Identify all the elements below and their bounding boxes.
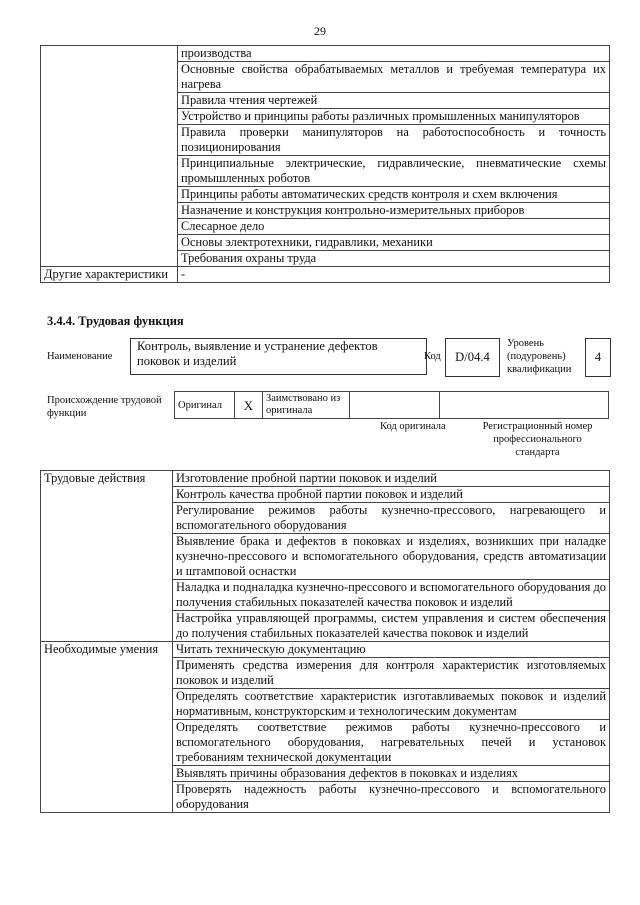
table-cell: Принципиальные электрические, гидравлические, пневматические схемы промышленных роботов bbox=[178, 156, 610, 187]
table-row bbox=[41, 642, 610, 658]
functions-table bbox=[40, 470, 610, 813]
table-cell: Правила чтения чертежей bbox=[178, 93, 610, 109]
skills-label: Необходимые умения bbox=[41, 642, 173, 813]
original-mark: X bbox=[235, 392, 263, 419]
borrowed-label: Заимствовано из оригинала bbox=[263, 392, 350, 419]
table-cell: производства bbox=[178, 46, 610, 62]
name-value: Контроль, выявление и устранение дефектов поковок и изделий bbox=[130, 338, 427, 375]
table-cell: Наладка и подналадка кузнечно-прессового и вспомогательного оборудования до получения стабильных показателей качества поковок и изделий bbox=[173, 580, 610, 611]
name-label: Наименование bbox=[47, 351, 113, 362]
table-row bbox=[41, 267, 610, 283]
table-cell: Изготовление пробной партии поковок и изделий bbox=[173, 471, 610, 487]
table-cell: Устройство и принципы работы различных промышленных манипуляторов bbox=[178, 109, 610, 125]
table-cell: Основные свойства обрабатываемых металлов и требуемая температура их нагрева bbox=[178, 62, 610, 93]
level-value: 4 bbox=[585, 338, 611, 377]
table-row bbox=[41, 471, 610, 487]
orig-code-caption: Код оригинала bbox=[380, 421, 446, 432]
table-cell: Проверять надежность работы кузнечно-прессового и вспомогательного оборудования bbox=[173, 782, 610, 813]
table-cell: Выявление брака и дефектов в поковках и изделиях, возникших при наладке кузнечно-прессового и вспомогательного оборудования, средств автоматизации и штамповой оснастки bbox=[173, 534, 610, 580]
table-cell: Принципы работы автоматических средств контроля и схем включения bbox=[178, 187, 610, 203]
page-number: 29 bbox=[314, 24, 326, 38]
table-cell: Контроль качества пробной партии поковок и изделий bbox=[173, 487, 610, 503]
table-cell: Определять соответствие режимов работы кузнечно-прессового и вспомогательного оборудования, нагревательных печей и установок требованиям технической документации bbox=[173, 720, 610, 766]
actions-label: Трудовые действия bbox=[41, 471, 173, 642]
knowledge-table bbox=[40, 45, 610, 283]
code-value: D/04.4 bbox=[445, 338, 500, 377]
table-row bbox=[41, 46, 610, 62]
original-code-cell bbox=[350, 392, 440, 419]
table-cell: Выявлять причины образования дефектов в поковках и изделиях bbox=[173, 766, 610, 782]
origin-label: Происхождение трудовой функции bbox=[47, 395, 162, 419]
table-cell: Настройка управляющей программы, систем управления и систем обеспечения до получения стабильных показателей качества поковок и изделий bbox=[173, 611, 610, 642]
table-cell: Назначение и конструкция контрольно-измерительных приборов bbox=[178, 203, 610, 219]
table-cell: Регулирование режимов работы кузнечно-прессового, нагревающего и вспомогательного оборудования bbox=[173, 503, 610, 534]
original-label: Оригинал bbox=[175, 392, 235, 419]
table-cell: Слесарное дело bbox=[178, 219, 610, 235]
table-cell: - bbox=[178, 267, 610, 283]
code-label: Код bbox=[424, 351, 441, 362]
reg-number-cell bbox=[440, 392, 609, 419]
table-cell: Читать техническую документацию bbox=[173, 642, 610, 658]
reg-number-caption: Регистрационный номер профессионального стандарта bbox=[482, 421, 593, 458]
other-label: Другие характеристики bbox=[41, 267, 178, 283]
level-label: Уровень (подуровень) квалификации bbox=[507, 338, 572, 375]
table-cell: Основы электротехники, гидравлики, механики bbox=[178, 235, 610, 251]
section-heading: 3.4.4. Трудовая функция bbox=[47, 314, 184, 328]
table-cell: Определять соответствие характеристик изготавливаемых поковок и изделий нормативным, конструкторским и технологическим документам bbox=[173, 689, 610, 720]
table-cell: Правила проверки манипуляторов на работоспособность и точность позиционирования bbox=[178, 125, 610, 156]
table-cell: Применять средства измерения для контроля характеристик изготовляемых поковок и изделий bbox=[173, 658, 610, 689]
knowledge-label-cell bbox=[41, 46, 178, 267]
table-cell: Требования охраны труда bbox=[178, 251, 610, 267]
origin-table bbox=[174, 391, 609, 419]
